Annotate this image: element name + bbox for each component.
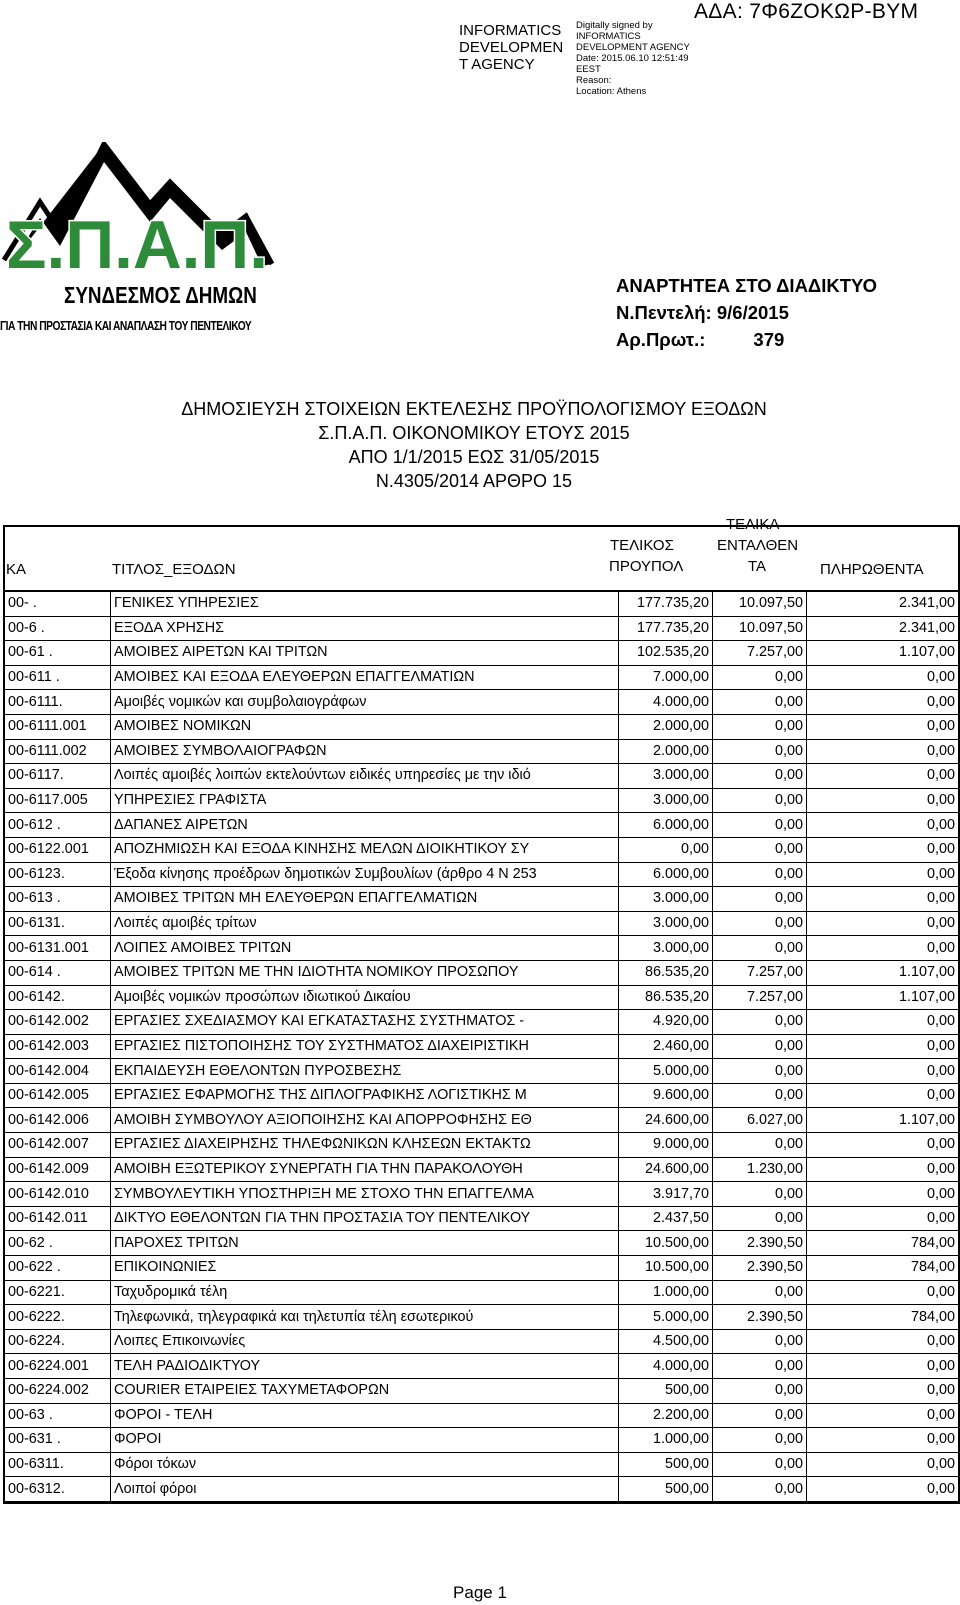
logo-line-2: ΓΙΑ ΤΗΝ ΠΡΟΣΤΑΣΙΑ ΚΑΙ ΑΝΑΠΛΑΣΗ ΤΟΥ ΠΕΝΤΕΛΙΚΟΥ (0, 319, 252, 333)
row-budget: 0,00 (619, 837, 713, 862)
signature-org-line: T AGENCY (459, 56, 535, 73)
row-title: ΑΜΟΙΒΕΣ ΑΙΡΕΤΩΝ ΚΑΙ ΤΡΙΤΩΝ (111, 641, 619, 666)
row-committed: 6.027,00 (713, 1108, 807, 1133)
table-row (5, 1157, 958, 1182)
row-budget: 24.600,00 (619, 1157, 713, 1182)
table-row (5, 1428, 958, 1453)
row-budget: 4.000,00 (619, 690, 713, 715)
header-paid: ΠΛΗΡΩΘΕΝΤΑ (820, 561, 924, 578)
row-title: ΑΜΟΙΒΕΣ ΤΡΙΤΩΝ ΜΗ ΕΛΕΥΘΕΡΩΝ ΕΠΑΓΓΕΛΜΑΤΙΩΝ (111, 887, 619, 912)
table-row (5, 837, 958, 862)
row-title: ΑΜΟΙΒΕΣ ΣΥΜΒΟΛΑΙΟΓΡΑΦΩΝ (111, 739, 619, 764)
title-line-1: ΔΗΜΟΣΙΕΥΣΗ ΣΤΟΙΧΕΙΩΝ ΕΚΤΕΛΕΣΗΣ ΠΡΟΫΠΟΛΟΓΙΣΜΟΥ ΕΞΟΔΩΝ (181, 399, 767, 419)
row-budget: 500,00 (619, 1452, 713, 1477)
signature-meta-line: Reason: (576, 75, 612, 86)
row-paid: 0,00 (807, 788, 959, 813)
table-row (5, 739, 958, 764)
document-title (0, 397, 960, 493)
row-budget: 7.000,00 (619, 665, 713, 690)
row-paid: 0,00 (807, 1403, 959, 1428)
row-budget: 177.735,20 (619, 592, 713, 616)
row-paid: 0,00 (807, 1428, 959, 1453)
row-paid: 1.107,00 (807, 960, 959, 985)
row-title: Λοιπές αμοιβές λοιπών εκτελούντων ειδικές υπηρεσίες με την ιδιό (111, 764, 619, 789)
row-code: 00-6117. (5, 764, 111, 789)
row-code: 00-614 . (5, 960, 111, 985)
signature-meta-line: EEST (576, 64, 601, 75)
row-paid: 0,00 (807, 1280, 959, 1305)
row-budget: 4.920,00 (619, 1010, 713, 1035)
row-code: 00-6 . (5, 616, 111, 641)
row-committed: 0,00 (713, 764, 807, 789)
row-code: 00-61 . (5, 641, 111, 666)
row-title: Φόροι τόκων (111, 1452, 619, 1477)
signature-org-line: DEVELOPMEN (459, 39, 564, 56)
row-code: 00-6111.002 (5, 739, 111, 764)
row-budget: 3.000,00 (619, 911, 713, 936)
table-row (5, 1182, 958, 1207)
page-number: Page 1 (453, 1583, 507, 1602)
table-row (5, 1059, 958, 1084)
signature-meta-line: Date: 2015.06.10 12:51:49 (576, 53, 689, 64)
table-row (5, 887, 958, 912)
row-committed: 7.257,00 (713, 641, 807, 666)
header-committed-line-1: ΤΕΛΙΚΑ (726, 516, 780, 533)
row-paid: 0,00 (807, 714, 959, 739)
row-committed: 0,00 (713, 1428, 807, 1453)
row-committed: 0,00 (713, 1379, 807, 1404)
row-title: Λοιποί φόροι (111, 1477, 619, 1502)
row-budget: 3.917,70 (619, 1182, 713, 1207)
row-code: 00-6224.001 (5, 1354, 111, 1379)
row-paid: 784,00 (807, 1256, 959, 1281)
row-budget: 6.000,00 (619, 813, 713, 838)
ada-code: ΑΔΑ: 7Φ6ΖΟΚΩΡ-ΒΥΜ (694, 0, 919, 23)
row-code: 00-6311. (5, 1452, 111, 1477)
row-title: ΓΕΝΙΚΕΣ ΥΠΗΡΕΣΙΕΣ (111, 592, 619, 616)
row-title: ΣΥΜΒΟΥΛΕΥΤΙΚΗ ΥΠΟΣΤΗΡΙΞΗ ΜΕ ΣΤΟΧΟ ΤΗΝ ΕΠΑΓΓΕΛΜΑ (111, 1182, 619, 1207)
row-committed: 0,00 (713, 887, 807, 912)
table-row (5, 1280, 958, 1305)
row-paid: 0,00 (807, 837, 959, 862)
row-code: 00-613 . (5, 887, 111, 912)
row-code: 00-622 . (5, 1256, 111, 1281)
row-committed: 2.390,50 (713, 1305, 807, 1330)
row-paid: 1.107,00 (807, 1108, 959, 1133)
logo-line-1: ΣΥΝΔΕΣΜΟΣ ΔΗΜΩΝ (64, 282, 257, 308)
row-budget: 86.535,20 (619, 960, 713, 985)
row-budget: 5.000,00 (619, 1305, 713, 1330)
notice-line-2: Ν.Πεντελή: 9/6/2015 (616, 302, 789, 323)
row-paid: 1.107,00 (807, 641, 959, 666)
table-row (5, 788, 958, 813)
row-committed: 10.097,50 (713, 592, 807, 616)
row-code: 00-6111.001 (5, 714, 111, 739)
row-committed: 0,00 (713, 739, 807, 764)
row-paid: 0,00 (807, 1083, 959, 1108)
row-code: 00-611 . (5, 665, 111, 690)
row-paid: 0,00 (807, 764, 959, 789)
row-code: 00-612 . (5, 813, 111, 838)
row-committed: 0,00 (713, 665, 807, 690)
row-title: ΑΠΟΖΗΜΙΩΣΗ ΚΑΙ ΕΞΟΔΑ ΚΙΝΗΣΗΣ ΜΕΛΩΝ ΔΙΟΙΚΗΤΙΚΟΥ ΣΥ (111, 837, 619, 862)
row-code: 00-6312. (5, 1477, 111, 1502)
table-row (5, 960, 958, 985)
row-code: 00-6131. (5, 911, 111, 936)
row-committed: 0,00 (713, 1182, 807, 1207)
row-committed: 0,00 (713, 1403, 807, 1428)
row-budget: 2.000,00 (619, 739, 713, 764)
signature-meta-line: Digitally signed by (576, 20, 653, 31)
row-paid: 784,00 (807, 1305, 959, 1330)
table-row (5, 1034, 958, 1059)
row-committed: 0,00 (713, 1477, 807, 1502)
title-line-3: ΑΠΟ 1/1/2015 ΕΩΣ 31/05/2015 (348, 447, 600, 467)
row-budget: 3.000,00 (619, 764, 713, 789)
organization-logo (0, 142, 275, 342)
row-committed: 0,00 (713, 862, 807, 887)
row-budget: 2.460,00 (619, 1034, 713, 1059)
table-row (5, 592, 958, 616)
signature-meta-line: Location: Athens (576, 86, 647, 97)
row-title: Αμοιβές νομικών προσώπων ιδιωτικού Δικαίου (111, 985, 619, 1010)
row-budget: 6.000,00 (619, 862, 713, 887)
row-committed: 0,00 (713, 813, 807, 838)
row-title: ΛΟΙΠΕΣ ΑΜΟΙΒΕΣ ΤΡΙΤΩΝ (111, 936, 619, 961)
title-line-4: Ν.4305/2014 ΑΡΘΡΟ 15 (375, 471, 573, 491)
table-row (5, 813, 958, 838)
row-committed: 0,00 (713, 1059, 807, 1084)
table-row (5, 1206, 958, 1231)
row-title: ΔΑΠΑΝΕΣ ΑΙΡΕΤΩΝ (111, 813, 619, 838)
row-committed: 0,00 (713, 1452, 807, 1477)
row-committed: 7.257,00 (713, 985, 807, 1010)
table-row (5, 1329, 958, 1354)
header-committed-line-3: ΤΑ (748, 558, 767, 575)
row-code: 00-62 . (5, 1231, 111, 1256)
row-title: ΕΡΓΑΣΙΕΣ ΕΦΑΡΜΟΓΗΣ ΤΗΣ ΔΙΠΛΟΓΡΑΦΙΚΗΣ ΛΟΓΙΣΤΙΚΗΣ Μ (111, 1083, 619, 1108)
row-title: ΕΚΠΑΙΔΕΥΣΗ ΕΘΕΛΟΝΤΩΝ ΠΥΡΟΣΒΕΣΗΣ (111, 1059, 619, 1084)
row-budget: 4.000,00 (619, 1354, 713, 1379)
row-committed: 0,00 (713, 714, 807, 739)
row-paid: 0,00 (807, 862, 959, 887)
row-budget: 24.600,00 (619, 1108, 713, 1133)
row-paid: 0,00 (807, 1477, 959, 1502)
row-paid: 0,00 (807, 911, 959, 936)
row-title: Ταχυδρομικά τέλη (111, 1280, 619, 1305)
row-code: 00-6142.010 (5, 1182, 111, 1207)
row-code: 00-6111. (5, 690, 111, 715)
row-budget: 3.000,00 (619, 788, 713, 813)
table-row (5, 936, 958, 961)
row-committed: 0,00 (713, 1083, 807, 1108)
header-ka: ΚΑ (6, 561, 27, 578)
row-paid: 0,00 (807, 665, 959, 690)
row-budget: 5.000,00 (619, 1059, 713, 1084)
row-committed: 0,00 (713, 788, 807, 813)
row-title: Λοιπές αμοιβές τρίτων (111, 911, 619, 936)
row-paid: 0,00 (807, 1133, 959, 1158)
row-paid: 0,00 (807, 739, 959, 764)
row-budget: 2.200,00 (619, 1403, 713, 1428)
row-committed: 0,00 (713, 911, 807, 936)
table-row (5, 1108, 958, 1133)
row-title: ΕΡΓΑΣΙΕΣ ΣΧΕΔΙΑΣΜΟΥ ΚΑΙ ΕΓΚΑΤΑΣΤΑΣΗΣ ΣΥΣΤΗΜΑΤΟΣ - (111, 1010, 619, 1035)
signature-meta-line: DEVELOPMENT AGENCY (576, 42, 690, 53)
row-code: 00-6142.006 (5, 1108, 111, 1133)
row-paid: 784,00 (807, 1231, 959, 1256)
table-row (5, 1452, 958, 1477)
row-paid: 0,00 (807, 1182, 959, 1207)
row-title: ΦΟΡΟΙ - ΤΕΛΗ (111, 1403, 619, 1428)
header-committed-line-2: ΕΝΤΑΛΘΕΝ (717, 537, 799, 554)
row-title: ΕΡΓΑΣΙΕΣ ΔΙΑΧΕΙΡΗΣΗΣ ΤΗΛΕΦΩΝΙΚΩΝ ΚΛΗΣΕΩΝ ΕΚΤΑΚΤΩ (111, 1133, 619, 1158)
row-code: 00-6142.002 (5, 1010, 111, 1035)
row-title: Λοιπες Επικοινωνίες (111, 1329, 619, 1354)
table-row (5, 1379, 958, 1404)
row-title: ΑΜΟΙΒΗ ΕΞΩΤΕΡΙΚΟΥ ΣΥΝΕΡΓΑΤΗ ΓΙΑ ΤΗΝ ΠΑΡΑΚΟΛΟΥΘΗ (111, 1157, 619, 1182)
row-paid: 2.341,00 (807, 592, 959, 616)
row-committed: 7.257,00 (713, 960, 807, 985)
table-row (5, 1010, 958, 1035)
row-code: 00-6142.009 (5, 1157, 111, 1182)
protocol-label: Αρ.Πρωτ.: (616, 329, 706, 350)
row-budget: 9.600,00 (619, 1083, 713, 1108)
row-title: ΑΜΟΙΒΗ ΣΥΜΒΟΥΛΟΥ ΑΞΙΟΠΟΙΗΣΗΣ ΚΑΙ ΑΠΟΡΡΟΦΗΣΗΣ ΕΘ (111, 1108, 619, 1133)
row-paid: 0,00 (807, 1354, 959, 1379)
row-committed: 2.390,50 (713, 1256, 807, 1281)
table-row (5, 764, 958, 789)
row-title: ΤΕΛΗ ΡΑΔΙΟΔΙΚΤΥΟΥ (111, 1354, 619, 1379)
table-row (5, 1231, 958, 1256)
row-code: 00-6221. (5, 1280, 111, 1305)
row-code: 00-6142.005 (5, 1083, 111, 1108)
row-title: ΕΞΟΔΑ ΧΡΗΣΗΣ (111, 616, 619, 641)
row-code: 00-6131.001 (5, 936, 111, 961)
table-header (5, 516, 958, 592)
row-committed: 1.230,00 (713, 1157, 807, 1182)
row-paid: 0,00 (807, 887, 959, 912)
row-code: 00-6224. (5, 1329, 111, 1354)
row-paid: 1.107,00 (807, 985, 959, 1010)
row-paid: 0,00 (807, 1034, 959, 1059)
row-code: 00-6123. (5, 862, 111, 887)
row-budget: 3.000,00 (619, 936, 713, 961)
header-title: ΤΙΤΛΟΣ_ΕΞΟΔΩΝ (112, 561, 236, 578)
row-budget: 2.000,00 (619, 714, 713, 739)
row-budget: 10.500,00 (619, 1231, 713, 1256)
signature-organization (459, 22, 563, 73)
row-budget: 500,00 (619, 1477, 713, 1502)
row-title: ΠΑΡΟΧΕΣ ΤΡΙΤΩΝ (111, 1231, 619, 1256)
expenses-table (3, 516, 960, 1504)
row-title: COURIER ΕΤΑΙΡΕΙΕΣ ΤΑΧΥΜΕΤΑΦΟΡΩΝ (111, 1379, 619, 1404)
logo-initials: Σ.Π.Α.Π. (6, 207, 268, 283)
expenses-rows (5, 592, 958, 1502)
row-code: 00- . (5, 592, 111, 616)
row-paid: 0,00 (807, 1206, 959, 1231)
row-paid: 2.341,00 (807, 616, 959, 641)
table-row (5, 1305, 958, 1330)
row-committed: 0,00 (713, 1329, 807, 1354)
row-paid: 0,00 (807, 813, 959, 838)
row-paid: 0,00 (807, 1059, 959, 1084)
protocol-number: 379 (753, 329, 785, 350)
publication-notice (616, 272, 877, 353)
row-title: Τηλεφωνικά, τηλεγραφικά και τηλετυπία τέλη εσωτερικού (111, 1305, 619, 1330)
row-title: ΑΜΟΙΒΕΣ ΚΑΙ ΕΞΟΔΑ ΕΛΕΥΘΕΡΩΝ ΕΠΑΓΓΕΛΜΑΤΙΩΝ (111, 665, 619, 690)
row-paid: 0,00 (807, 936, 959, 961)
row-paid: 0,00 (807, 1157, 959, 1182)
row-committed: 0,00 (713, 1354, 807, 1379)
table-row (5, 862, 958, 887)
table-row (5, 665, 958, 690)
row-paid: 0,00 (807, 1329, 959, 1354)
table-row (5, 1354, 958, 1379)
row-title: ΑΜΟΙΒΕΣ ΤΡΙΤΩΝ ΜΕ ΤΗΝ ΙΔΙΟΤΗΤΑ ΝΟΜΙΚΟΥ ΠΡΟΣΩΠΟΥ (111, 960, 619, 985)
header-budget-line-2: ΠΡΟΥΠΟΛ (609, 558, 684, 575)
row-code: 00-6117.005 (5, 788, 111, 813)
row-title: ΦΟΡΟΙ (111, 1428, 619, 1453)
row-title: ΑΜΟΙΒΕΣ ΝΟΜΙΚΩΝ (111, 714, 619, 739)
table-row (5, 985, 958, 1010)
row-code: 00-6122.001 (5, 837, 111, 862)
row-title: Έξοδα κίνησης προέδρων δημοτικών Συμβουλίων (άρθρο 4 Ν 253 (111, 862, 619, 887)
table-row (5, 714, 958, 739)
row-committed: 0,00 (713, 837, 807, 862)
table-row (5, 641, 958, 666)
row-committed: 0,00 (713, 1133, 807, 1158)
row-code: 00-631 . (5, 1428, 111, 1453)
row-code: 00-63 . (5, 1403, 111, 1428)
row-code: 00-6142.011 (5, 1206, 111, 1231)
row-code: 00-6142.003 (5, 1034, 111, 1059)
row-committed: 10.097,50 (713, 616, 807, 641)
row-code: 00-6224.002 (5, 1379, 111, 1404)
row-committed: 0,00 (713, 936, 807, 961)
row-title: ΥΠΗΡΕΣΙΕΣ ΓΡΑΦΙΣΤΑ (111, 788, 619, 813)
table-row (5, 690, 958, 715)
row-budget: 3.000,00 (619, 887, 713, 912)
row-paid: 0,00 (807, 1379, 959, 1404)
row-budget: 102.535,20 (619, 641, 713, 666)
signature-meta-line: INFORMATICS (576, 31, 641, 42)
row-paid: 0,00 (807, 1010, 959, 1035)
row-code: 00-6142. (5, 985, 111, 1010)
row-title: ΕΡΓΑΣΙΕΣ ΠΙΣΤΟΠΟΙΗΣΗΣ ΤΟΥ ΣΥΣΤΗΜΑΤΟΣ ΔΙΑΧΕΙΡΙΣΤΙΚΗ (111, 1034, 619, 1059)
row-budget: 9.000,00 (619, 1133, 713, 1158)
header-budget-line-1: ΤΕΛΙΚΟΣ (610, 537, 674, 554)
row-code: 00-6222. (5, 1305, 111, 1330)
row-budget: 500,00 (619, 1379, 713, 1404)
row-budget: 86.535,20 (619, 985, 713, 1010)
row-title: Αμοιβές νομικών και συμβολαιογράφων (111, 690, 619, 715)
row-committed: 0,00 (713, 690, 807, 715)
row-code: 00-6142.004 (5, 1059, 111, 1084)
title-line-2: Σ.Π.Α.Π. ΟΙΚΟΝΟΜΙΚΟΥ ΕΤΟΥΣ 2015 (318, 423, 630, 443)
signature-org-line: INFORMATICS (459, 22, 562, 39)
signature-details (576, 20, 690, 97)
row-budget: 4.500,00 (619, 1329, 713, 1354)
row-committed: 0,00 (713, 1010, 807, 1035)
row-committed: 2.390,50 (713, 1231, 807, 1256)
table-row (5, 1256, 958, 1281)
row-paid: 0,00 (807, 1452, 959, 1477)
table-row (5, 911, 958, 936)
table-row (5, 1477, 958, 1502)
row-budget: 10.500,00 (619, 1256, 713, 1281)
row-budget: 177.735,20 (619, 616, 713, 641)
row-budget: 1.000,00 (619, 1428, 713, 1453)
table-row (5, 1083, 958, 1108)
row-budget: 1.000,00 (619, 1280, 713, 1305)
row-committed: 0,00 (713, 1206, 807, 1231)
row-committed: 0,00 (713, 1034, 807, 1059)
table-row (5, 1403, 958, 1428)
table-row (5, 616, 958, 641)
row-paid: 0,00 (807, 690, 959, 715)
row-code: 00-6142.007 (5, 1133, 111, 1158)
protocol-line (616, 326, 877, 353)
row-budget: 2.437,50 (619, 1206, 713, 1231)
notice-line-1: ΑΝΑΡΤΗΤΕΑ ΣΤΟ ΔΙΑΔΙΚΤΥΟ (616, 275, 878, 296)
row-title: ΕΠΙΚΟΙΝΩΝΙΕΣ (111, 1256, 619, 1281)
table-row (5, 1133, 958, 1158)
row-committed: 0,00 (713, 1280, 807, 1305)
row-title: ΔΙΚΤΥΟ ΕΘΕΛΟΝΤΩΝ ΓΙΑ ΤΗΝ ΠΡΟΣΤΑΣΙΑ ΤΟΥ ΠΕΝΤΕΛΙΚΟΥ (111, 1206, 619, 1231)
